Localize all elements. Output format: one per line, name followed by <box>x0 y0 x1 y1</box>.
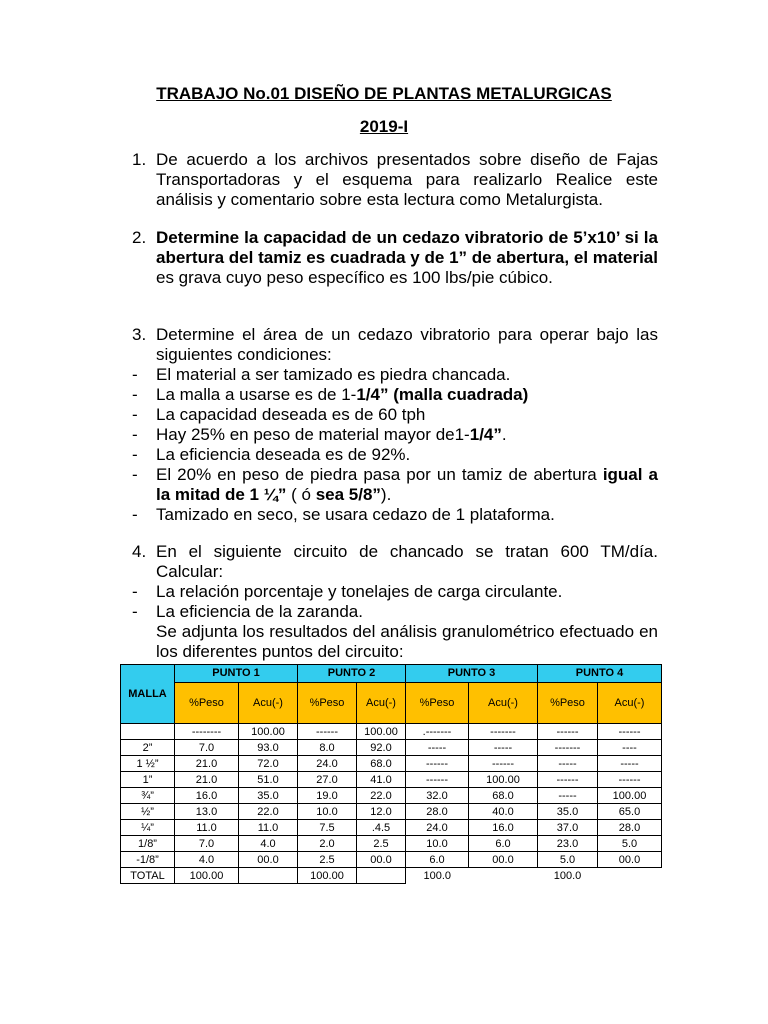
table-cell: 93.0 <box>239 740 298 756</box>
table-row <box>121 836 662 852</box>
table-cell: 100.00 <box>357 724 406 740</box>
table-row <box>121 756 662 772</box>
malla-cell: 1” <box>121 772 175 788</box>
table-cell: 68.0 <box>469 788 538 804</box>
table-total-row <box>121 868 662 884</box>
table-cell: 5.0 <box>538 852 598 868</box>
table-cell: 00.0 <box>469 852 538 868</box>
table-cell: 6.0 <box>406 852 469 868</box>
punto-header: PUNTO 2 <box>298 665 406 683</box>
malla-cell: -1/8” <box>121 852 175 868</box>
table-cell: 2.0 <box>298 836 357 852</box>
subheader-cell: Acu(-) <box>469 682 538 723</box>
table-cell: 13.0 <box>175 804 239 820</box>
question-number: 3. <box>132 325 147 344</box>
table-header-row <box>121 665 662 683</box>
table-subheader-row <box>121 682 662 723</box>
table-cell: 4.0 <box>239 836 298 852</box>
table-cell: 2.5 <box>298 852 357 868</box>
table-cell: 100.0 <box>553 869 582 882</box>
question-intro: Determine el área de un cedazo vibratorio para operar bajo las siguientes condiciones: <box>156 325 658 364</box>
table-cell: 72.0 <box>239 756 298 772</box>
task-list <box>132 582 658 622</box>
list-item: - La eficiencia deseada es de 92%. <box>132 445 411 464</box>
table-cell: 10.0 <box>406 836 469 852</box>
table-cell: 24.0 <box>406 820 469 836</box>
table-cell: ----- <box>598 756 662 772</box>
table-cell: ------ <box>406 756 469 772</box>
table-cell: 16.0 <box>175 788 239 804</box>
table-cell: ------ <box>538 724 598 740</box>
table-cell: ------- <box>469 724 538 740</box>
table-cell: 21.0 <box>175 772 239 788</box>
table-cell: 12.0 <box>357 804 406 820</box>
table-cell: 37.0 <box>538 820 598 836</box>
table-cell: ------ <box>298 724 357 740</box>
table-cell: 22.0 <box>357 788 406 804</box>
table-row <box>121 788 662 804</box>
question-number: 1. <box>132 150 147 169</box>
table-cell <box>239 868 298 884</box>
list-item: - Tamizado en seco, se usara cedazo de 1 plataforma. <box>132 505 555 524</box>
subheader-cell: Acu(-) <box>357 682 406 723</box>
list-item: - La capacidad deseada es de 60 tph <box>132 405 426 424</box>
granulometry-table <box>120 664 662 884</box>
table-cell: ----- <box>538 756 598 772</box>
question-4 <box>132 542 658 662</box>
table-cell: ------- <box>538 740 598 756</box>
table-cell: 100.00 <box>598 788 662 804</box>
malla-cell: 1/8” <box>121 836 175 852</box>
list-item: - El 20% en peso de piedra pasa por un tamiz de abertura igual a la mitad de 1 ¼” ( ó sea 5/8”). <box>132 465 658 504</box>
table-row <box>121 740 662 756</box>
table-cell: ------ <box>406 772 469 788</box>
list-item: - Hay 25% en peso de material mayor de1-1/4”. <box>132 425 507 444</box>
table-cell: ------ <box>469 756 538 772</box>
punto-header: PUNTO 1 <box>175 665 298 683</box>
subheader-cell: %Peso <box>298 682 357 723</box>
table-row <box>121 724 662 740</box>
malla-cell: 2” <box>121 740 175 756</box>
table-cell: 6.0 <box>469 836 538 852</box>
subheader-cell: Acu(-) <box>239 682 298 723</box>
table-cell: 8.0 <box>298 740 357 756</box>
table-row <box>121 852 662 868</box>
table-cell: ------ <box>538 772 598 788</box>
table-cell: ---- <box>598 740 662 756</box>
table-cell: 7.0 <box>175 836 239 852</box>
malla-cell: ¾” <box>121 788 175 804</box>
table-cell: 10.0 <box>298 804 357 820</box>
table-cell: 100.00 <box>239 724 298 740</box>
subheader-cell: %Peso <box>538 682 598 723</box>
document-subtitle: 2019-I <box>359 117 409 136</box>
table-cell: 16.0 <box>469 820 538 836</box>
punto-header: PUNTO 4 <box>538 665 662 683</box>
table-cell: 24.0 <box>298 756 357 772</box>
table-cell: 4.0 <box>175 852 239 868</box>
table-cell <box>357 868 406 884</box>
table-cell: 35.0 <box>538 804 598 820</box>
table-cell: 2.5 <box>357 836 406 852</box>
table-cell: 28.0 <box>598 820 662 836</box>
subheader-cell: %Peso <box>175 682 239 723</box>
list-item: - La malla a usarse es de 1-1/4” (malla cuadrada) <box>132 385 529 404</box>
table-cell: ----- <box>406 740 469 756</box>
table-cell: TOTAL <box>121 868 175 884</box>
question-intro: En el siguiente circuito de chancado se tratan 600 TM/día. Calcular: <box>156 542 658 581</box>
question-text: De acuerdo a los archivos presentados sobre diseño de Fajas Transportadoras y el esquema para realizarlo Realice este análisis y comentario sobre esta lectura como Metalurgista. <box>156 150 658 209</box>
table-cell: 19.0 <box>298 788 357 804</box>
table-cell: .4.5 <box>357 820 406 836</box>
table-cell: ----- <box>469 740 538 756</box>
table-cell <box>469 868 538 884</box>
question-text <box>156 228 658 288</box>
table-cell: 100.0 <box>423 869 452 882</box>
table-cell: 68.0 <box>357 756 406 772</box>
table-cell: ------ <box>598 724 662 740</box>
malla-cell: ½” <box>121 804 175 820</box>
table-cell: .------- <box>406 724 469 740</box>
list-item: - La relación porcentaje y tonelajes de carga circulante. <box>132 582 563 601</box>
table-row <box>121 772 662 788</box>
table-cell: 11.0 <box>239 820 298 836</box>
table-cell: 28.0 <box>406 804 469 820</box>
list-item: - El material a ser tamizado es piedra chancada. <box>132 365 511 384</box>
question-text-bold: Determine la capacidad de un cedazo vibratorio de 5’x10’ si la abertura del tamiz es cuadrada y de 1” de abertura, el material <box>156 228 658 267</box>
table-cell: 21.0 <box>175 756 239 772</box>
question-number: 4. <box>132 542 147 561</box>
list-item: - La eficiencia de la zaranda. <box>132 602 363 621</box>
table-cell: 00.0 <box>239 852 298 868</box>
question-2 <box>132 228 658 288</box>
malla-cell <box>121 724 175 740</box>
table-cell: 92.0 <box>357 740 406 756</box>
question-1 <box>132 150 658 210</box>
malla-header: MALLA <box>121 665 175 724</box>
table-cell: 5.0 <box>598 836 662 852</box>
table-cell: 100.00 <box>175 868 239 884</box>
subheader-cell: Acu(-) <box>598 682 662 723</box>
table-cell: 00.0 <box>598 852 662 868</box>
table-cell: 11.0 <box>175 820 239 836</box>
table-cell: 00.0 <box>357 852 406 868</box>
subheader-cell: %Peso <box>406 682 469 723</box>
question-number: 2. <box>132 228 147 247</box>
table-body <box>121 724 662 868</box>
table-cell: 7.0 <box>175 740 239 756</box>
table-cell: 32.0 <box>406 788 469 804</box>
condition-list <box>132 365 658 525</box>
question-text <box>132 325 658 525</box>
question-3 <box>132 325 658 525</box>
table-cell: -------- <box>175 724 239 740</box>
table-cell: 100.00 <box>469 772 538 788</box>
malla-cell: ¼” <box>121 820 175 836</box>
document-title: TRABAJO No.01 DISEÑO DE PLANTAS METALURGICAS <box>156 84 612 103</box>
table-cell: ------ <box>598 772 662 788</box>
question-note: Se adjunta los resultados del análisis granulométrico efectuado en los diferentes puntos del circuito: <box>156 622 658 661</box>
table-cell: 27.0 <box>298 772 357 788</box>
question-text-normal: es grava cuyo peso específico es 100 lbs/pie cúbico. <box>156 268 553 287</box>
punto-header: PUNTO 3 <box>406 665 538 683</box>
table-cell: 22.0 <box>239 804 298 820</box>
table-cell: 35.0 <box>239 788 298 804</box>
table-cell <box>598 868 662 884</box>
table-cell: 41.0 <box>357 772 406 788</box>
table-row <box>121 820 662 836</box>
table-cell: ----- <box>538 788 598 804</box>
table-cell: 7.5 <box>298 820 357 836</box>
table-cell: 40.0 <box>469 804 538 820</box>
table-cell: 23.0 <box>538 836 598 852</box>
malla-cell: 1 ½” <box>121 756 175 772</box>
table-cell: 100.00 <box>298 868 357 884</box>
table-cell: 65.0 <box>598 804 662 820</box>
question-text <box>132 542 658 662</box>
table-row <box>121 804 662 820</box>
table-cell: 51.0 <box>239 772 298 788</box>
